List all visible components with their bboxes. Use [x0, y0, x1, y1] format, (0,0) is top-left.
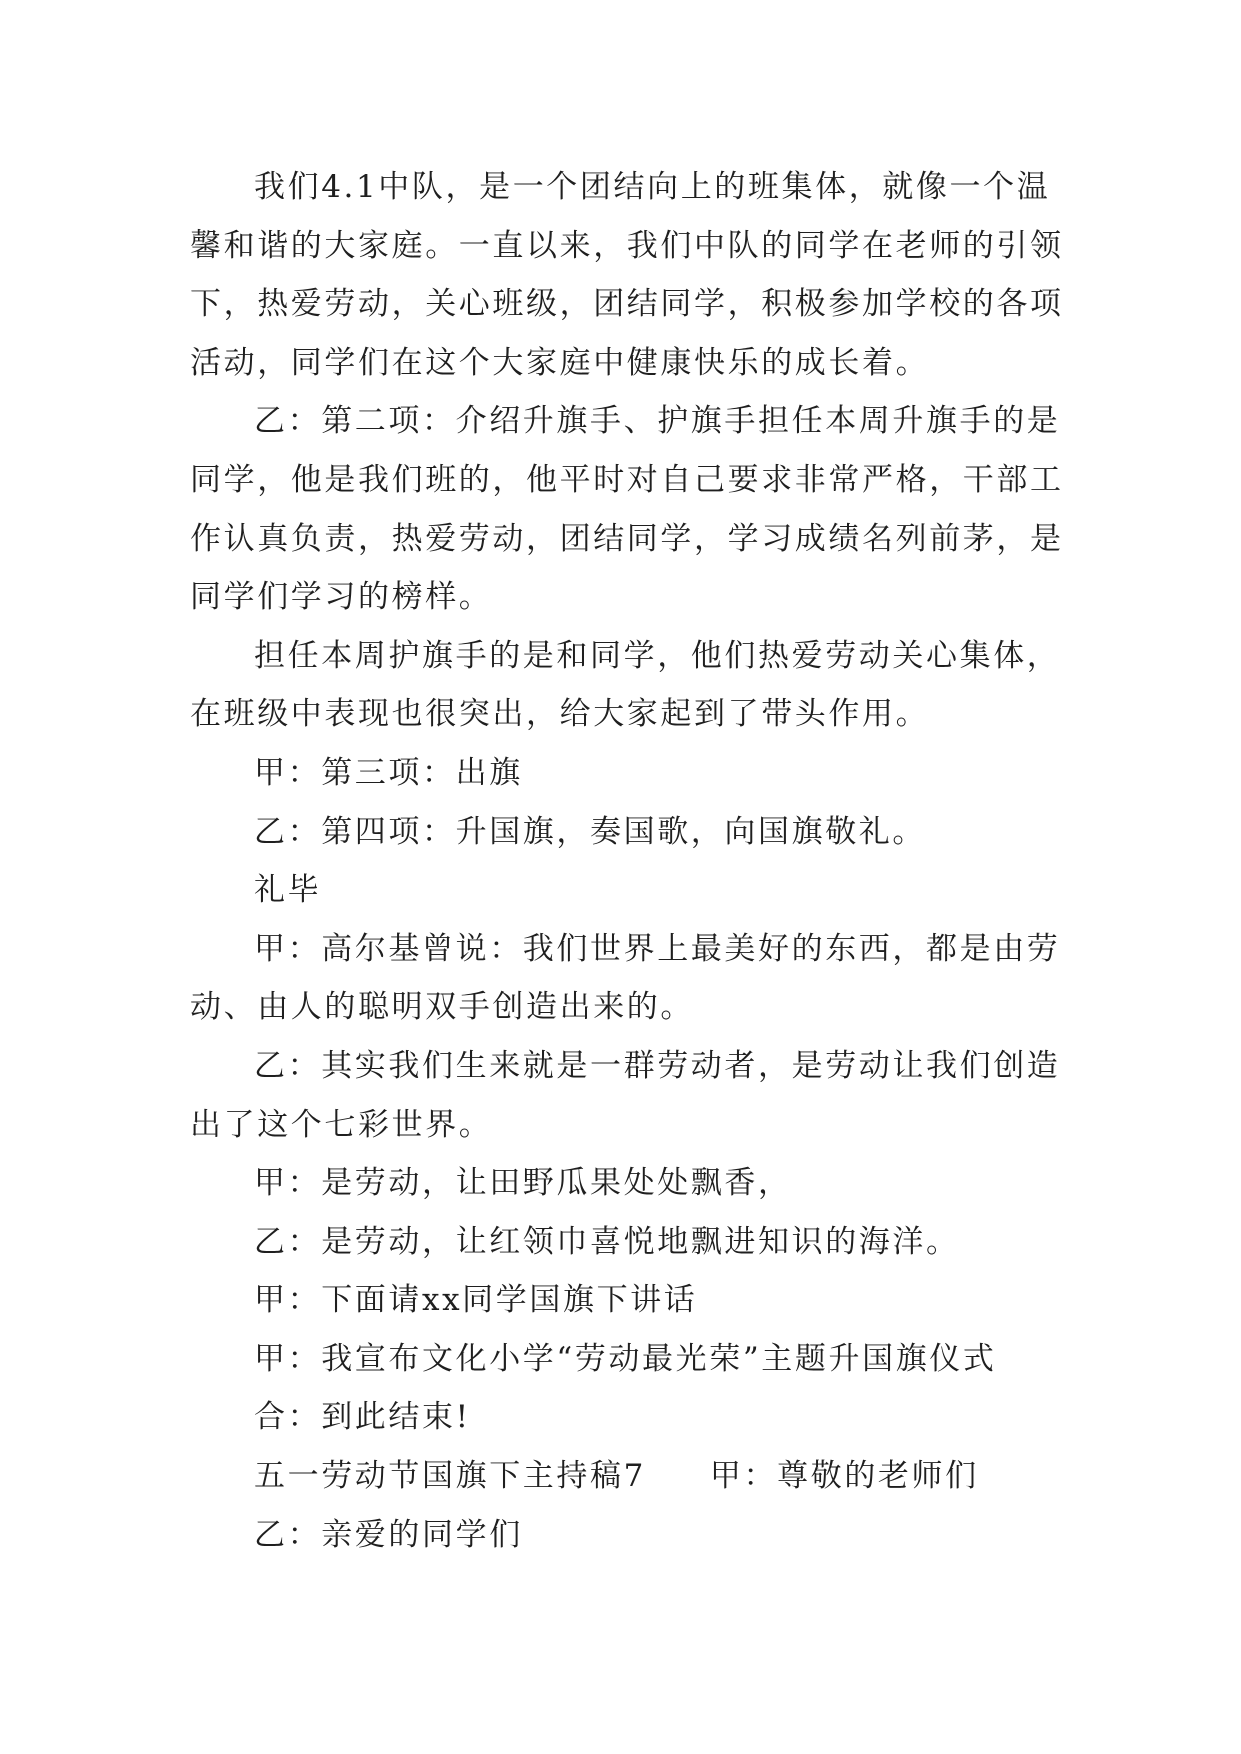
paragraph-greeting-students: 乙：亲爱的同学们: [254, 1516, 523, 1553]
section-heading-line: [190, 1447, 1066, 1506]
document-body: [190, 158, 1066, 1564]
section-heading-continuation: 甲：尊敬的老师们: [709, 1458, 979, 1495]
paragraph-step-four: 乙：第四项：升国旗，奏国歌，向国旗敬礼。: [254, 813, 926, 850]
paragraph-fields: 甲：是劳动，让田野瓜果处处飘香，: [254, 1165, 792, 1202]
section-heading: 五一劳动节国旗下主持稿7: [254, 1458, 646, 1495]
paragraph-speech: 甲：下面请xx同学国旗下讲话: [254, 1282, 698, 1319]
paragraph-closing: 合：到此结束!: [254, 1399, 471, 1436]
paragraph-intro: 我们4.1中队，是一个团结向上的班集体，就像一个温馨和谐的大家庭。一直以来，我们中队的同学在老师的引领下，热爱劳动，关心班级，团结同学，积极参加学校的各项活动，同学们在这个大家庭中健康快乐的成长着。: [190, 169, 1064, 381]
paragraph-workers: 乙：其实我们生来就是一群劳动者，是劳动让我们创造出了这个七彩世界。: [190, 1047, 1061, 1143]
paragraph-announcement: 甲：我宣布文化小学“劳动最光荣”主题升国旗仪式: [254, 1340, 997, 1377]
paragraph-gorky-quote: 甲：高尔基曾说：我们世界上最美好的东西，都是由劳动、由人的聪明双手创造出来的。: [190, 930, 1061, 1026]
paragraph-salute-end: 礼毕: [254, 872, 322, 909]
paragraph-flag-raiser: 乙：第二项：介绍升旗手、护旗手担任本周升旗手的是同学，他是我们班的，他平时对自己要求非常严格，干部工作认真负责，热爱劳动，团结同学，学习成绩名列前茅，是同学们学习的榜样。: [190, 403, 1064, 616]
paragraph-step-three: 甲：第三项：出旗: [254, 754, 523, 791]
paragraph-flag-guard: 担任本周护旗手的是和同学，他们热爱劳动关心集体，在班级中表现也很突出，给大家起到了带头作用。: [190, 637, 1061, 733]
paragraph-red-scarf: 乙：是劳动，让红领巾喜悦地飘进知识的海洋。: [254, 1223, 960, 1260]
